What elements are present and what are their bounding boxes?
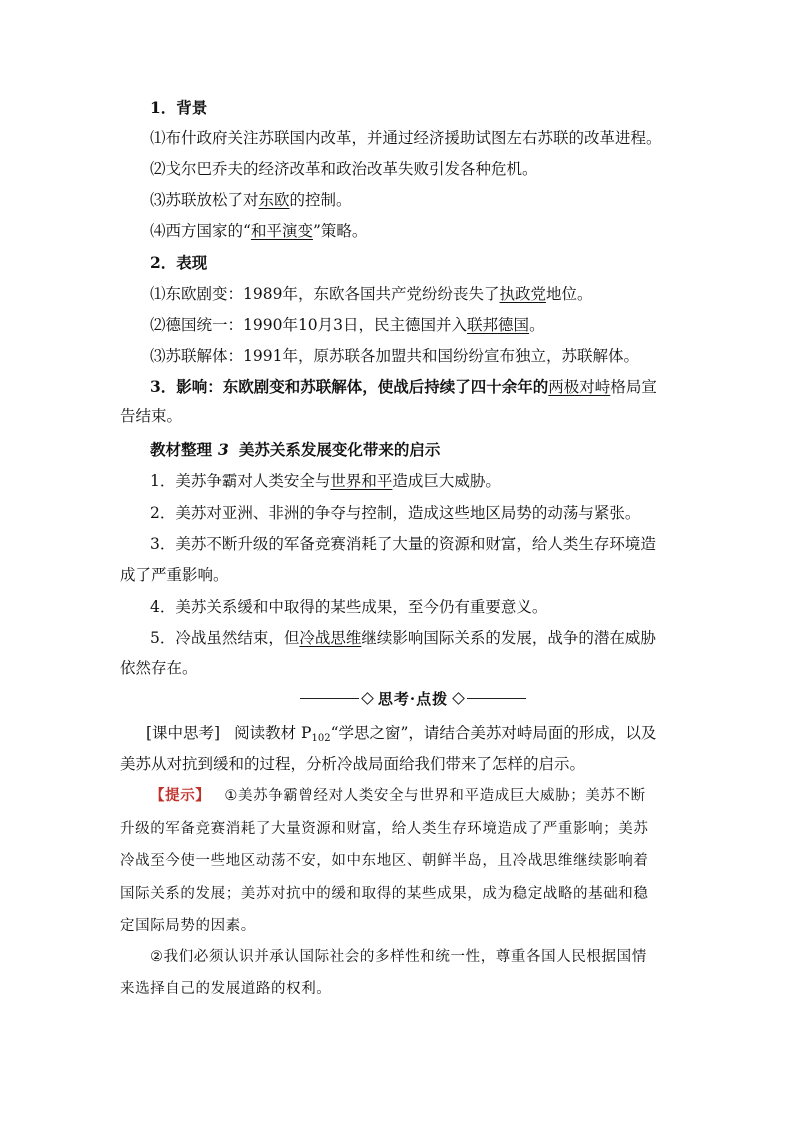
heading-manifestation: 2．表现 (150, 253, 208, 272)
diamond-icon (361, 692, 374, 705)
material-item-2: 2．美苏对亚洲、非洲的争夺与控制，造成这些地区局势的动荡与紧张。 (150, 504, 641, 522)
tip-line-4: 国际关系的发展；美苏对抗中的缓和取得的某些成果，成为稳定战略的基础和稳 (120, 886, 649, 902)
tip-line-2: 升级的军备竞赛消耗了大量资源和财富，给人类生存环境造成了严重影响；美苏 (120, 821, 649, 837)
background-item-3: ⑶苏联放松了对东欧的控制。 (150, 191, 352, 209)
material-item-1: 1．美苏争霸对人类安全与世界和平造成巨大威胁。 (150, 472, 501, 490)
tip-line-5: 定国际局势的因素。 (120, 918, 256, 934)
key-term: 和平演变 (250, 222, 313, 240)
divider-rule (300, 698, 359, 699)
material-item-4: 4．美苏关系缓和中取得的某些成果，至今仍有重要意义。 (150, 598, 548, 616)
section-divider (300, 688, 526, 708)
question-line-1: [课中思考] 阅读教材 $P_{102}“$学思之窗”，请结合美苏对峙局面的形成，以及 (146, 724, 657, 744)
heading-background: 1．背景 (150, 98, 208, 117)
divider-rule (467, 698, 526, 699)
tip-line-3: 冷战至今使一些地区动荡不安，如中东地区、朝鲜半岛，且冷战思维继续影响着 (120, 853, 649, 869)
tip-line-6: ②我们必须认识并承认国际社会的多样性和统一性，尊重各国人民根据国情 (150, 949, 647, 965)
key-term: 执政党 (499, 285, 546, 303)
tip-line-7: 来选择自己的发展道路的权利。 (120, 981, 332, 997)
manifest-item-3: ⑶苏联解体：1991年，原苏联各加盟共和国纷纷宣布独立，苏联解体。 (150, 347, 639, 365)
question-tag: [课中思考] (146, 724, 221, 742)
material-item-5: 5．冷战虽然结束，但冷战思维继续影响国际关系的发展，战争的潜在威胁 (150, 629, 656, 647)
divider-label: 思考·点拨 (377, 689, 449, 708)
material-item-5-cont: 依然存在。 (120, 659, 198, 677)
impact-line-2: 告结束。 (120, 407, 183, 425)
tip-label: 【提示】 (150, 788, 211, 804)
manifest-item-2: ⑵德国统一：1990年10月3日，民主德国并入联邦德国。 (150, 316, 545, 334)
key-term: 两极对峙 (548, 378, 611, 396)
key-term: 联邦德国 (467, 316, 530, 334)
material-item-3-cont: 成了严重影响。 (120, 566, 229, 584)
question-line-2: 美苏从对抗到缓和的过程，分析冷战局面给我们带来了怎样的启示。 (120, 755, 586, 773)
background-item-4: ⑷西方国家的“和平演变”策略。 (150, 222, 368, 240)
impact-line-1: 3．影响：东欧剧变和苏联解体，使战后持续了四十余年的两极对峙格局宣 (150, 377, 657, 396)
background-item-1: ⑴布什政府关注苏联国内改革，并通过经济援助试图左右苏联的改革进程。 (150, 129, 662, 147)
key-term: 东欧 (258, 191, 290, 209)
material-item-3: 3．美苏不断升级的军备竞赛消耗了大量的资源和财富，给人类生存环境造 (150, 535, 656, 553)
tip-line-1: 【提示】 ①美苏争霸曾经对人类安全与世界和平造成巨大威胁；美苏不断 (150, 788, 646, 804)
key-term: 世界和平 (330, 472, 393, 490)
diamond-icon (452, 692, 465, 705)
manifest-item-1: ⑴东欧剧变：1989年，东欧各国共产党纷纷丧失了执政党地位。 (150, 285, 593, 303)
material-heading: 教材整理 3 美苏关系发展变化带来的启示 (150, 440, 441, 459)
background-item-2: ⑵戈尔巴乔夫的经济改革和政治改革失败引发各种危机。 (150, 160, 538, 178)
key-term: 冷战思维 (299, 629, 362, 647)
